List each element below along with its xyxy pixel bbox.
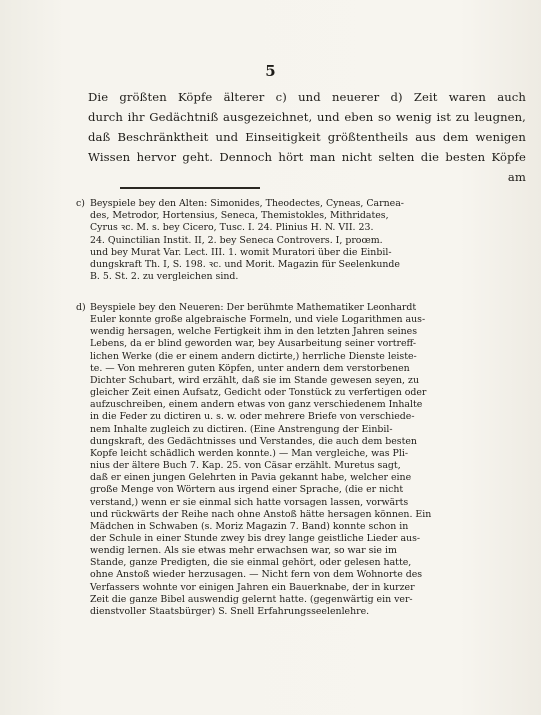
- word: nicht: [341, 150, 373, 164]
- footnote-line: des, Metrodor, Hortensius, Seneca, Themistokles, Mithridates,: [90, 210, 389, 222]
- footnote-line: dungskraft Th. I, S. 198. ꝛc. und Morit. Magazin für Seelenkunde: [90, 259, 400, 271]
- word: daß: [88, 130, 111, 144]
- footnote-line: Beyspiele bey den Neueren: Der berühmte Mathematiker Leonhardt: [90, 302, 417, 313]
- word: zu: [455, 110, 470, 124]
- word: Dennoch: [219, 150, 273, 164]
- footnote-c: [76, 198, 528, 283]
- word: größtentheils: [327, 130, 409, 144]
- footnote-line: Beyspiele bey den Alten: Simonides, Theodectes, Cyneas, Carnea-: [90, 198, 404, 209]
- footnote-line: nius der ältere Buch 7. Kap. 25. von Cäsar erzählt. Muretus sagt,: [90, 460, 401, 472]
- word: neuerer: [331, 90, 380, 104]
- footnote-line: aufzuschreiben, einem andern etwas von ganz verschiedenem Inhalte: [90, 399, 423, 411]
- word: Die: [88, 90, 109, 104]
- footnote-line: verstand,) wenn er sie einmal sich hatte vorsagen lassen, vorwärts: [90, 496, 409, 508]
- word: geht.: [182, 150, 214, 164]
- footnote-line: gleicher Zeit einen Aufsatz, Gedicht oder Tonstück zu verfertigen oder: [90, 387, 427, 399]
- word: dem: [442, 130, 469, 144]
- footnote-line: lichen Werke (die er einem andern dictirte,) herrliche Dienste leiste-: [90, 350, 417, 362]
- word: wenigen: [475, 130, 526, 144]
- word: und: [298, 90, 321, 104]
- footnote-line: B. 5. St. 2. zu vergleichen sind.: [90, 271, 239, 283]
- word: größten: [119, 90, 167, 104]
- word: hervor: [136, 150, 177, 164]
- word: wenig: [395, 110, 432, 124]
- footnote-line: ohne Anstoß wieder herzusagen. — Nicht fern von dem Wohnorte des: [90, 569, 423, 581]
- main-text-line: [88, 87, 526, 107]
- word: besten: [445, 150, 486, 164]
- word: hört: [278, 150, 304, 164]
- word: Wissen: [88, 150, 131, 164]
- catchword: am: [507, 170, 526, 184]
- word: und: [215, 130, 239, 144]
- word: Gedächtniß: [149, 110, 219, 124]
- word: auch: [497, 90, 526, 104]
- main-text-line: [88, 107, 526, 127]
- word: selten: [378, 150, 415, 164]
- word: und: [317, 110, 340, 124]
- footnote-label: c): [76, 198, 85, 209]
- footnote-line: Kopfe leicht schädlich werden konnte.) — Man vergleiche, was Pli-: [90, 447, 408, 459]
- footnote-line: Stande, ganze Predigten, die sie einmal gehört, oder gelesen hatte,: [90, 557, 412, 569]
- word: Zeit: [413, 90, 438, 104]
- footnote-line: in die Feder zu dictiren u. s. w. oder mehrere Briefe von verschiede-: [90, 411, 415, 423]
- word: aus: [415, 130, 436, 144]
- main-text-line: [88, 147, 526, 167]
- footnote-line: Cyrus ꝛc. M. s. bey Cicero, Tusc. I. 24. Plinius H. N. VII. 23.: [90, 222, 374, 234]
- word: ausgezeichnet,: [222, 110, 313, 124]
- footnote-label: d): [76, 302, 86, 313]
- footnote-line: daß er einen jungen Gelehrten in Pavia gekannt habe, welcher eine: [90, 472, 412, 484]
- word: Köpfe: [177, 90, 213, 104]
- word: die: [420, 150, 440, 164]
- word: d): [390, 90, 403, 104]
- main-text-block: [88, 87, 526, 187]
- word: ihr: [127, 110, 145, 124]
- main-text-line: [88, 127, 526, 147]
- footnote-divider: [120, 187, 260, 189]
- footnote-line: dienstvoller Staatsbürger) S. Snell Erfahrungsseelenlehre.: [90, 605, 370, 617]
- word: Beschränktheit: [117, 130, 209, 144]
- footnote-line: te. — Von mehreren guten Köpfen, unter andern dem verstorbenen: [90, 362, 410, 374]
- word: c): [275, 90, 287, 104]
- footnote-line: Lebens, da er blind geworden war, bey Ausarbeitung seiner vortreff-: [90, 338, 417, 350]
- footnote-line: dungskraft, des Gedächtnisses und Verstandes, die auch dem besten: [90, 435, 417, 447]
- word: durch: [88, 110, 123, 124]
- footnote-line: nem Inhalte zugleich zu dictiren. (Eine Anstrengung der Einbil-: [90, 423, 393, 435]
- footnote-line: Verfassers wohnte vor einigen Jahren ein Bauerknabe, der in kurzer: [90, 581, 415, 593]
- word: ist: [436, 110, 452, 124]
- word: leugnen,: [474, 110, 526, 124]
- footnote-line: Mädchen in Schwaben (s. Moriz Magazin 7. Band) konnte schon in: [90, 520, 409, 532]
- footnote-line: und rückwärts der Reihe nach ohne Anstoß hätte hersagen können. Ein: [90, 508, 432, 520]
- footnote-line: wendig hersagen, welche Fertigkeit ihm in den letzten Jahren seines: [90, 326, 418, 338]
- word: waren: [448, 90, 486, 104]
- footnote-line: Zeit die ganze Bibel auswendig gelernt hatte. (gegenwärtig ein ver-: [90, 593, 413, 605]
- word: so: [378, 110, 392, 124]
- footnote-line: Euler konnte große algebraische Formeln, und viele Logarithmen aus-: [90, 314, 426, 326]
- footnote-line: 24. Quinctilian Instit. II, 2. bey Seneca Controvers. I, proœm.: [90, 234, 383, 246]
- word: eben: [344, 110, 374, 124]
- footnote-line: und bey Murat Var. Lect. III. 1. womit Muratori über die Einbil-: [90, 246, 392, 258]
- footnote-line: der Schule in einer Stunde zwey bis drey lange geistliche Lieder aus-: [90, 532, 421, 544]
- footnote-line: wendig lernen. Als sie etwas mehr erwachsen war, so war sie im: [90, 545, 397, 557]
- page-number: 5: [265, 62, 276, 80]
- word: Köpfe: [491, 150, 526, 164]
- footnote-d: [76, 302, 528, 618]
- word: älterer: [223, 90, 265, 104]
- word: Einseitigkeit: [245, 130, 321, 144]
- word: man: [309, 150, 336, 164]
- footnote-line: große Menge von Wörtern aus irgend einer Sprache, (die er nicht: [90, 484, 404, 496]
- footnote-line: Dichter Schubart, wird erzählt, daß sie im Stande gewesen seyen, zu: [90, 374, 419, 386]
